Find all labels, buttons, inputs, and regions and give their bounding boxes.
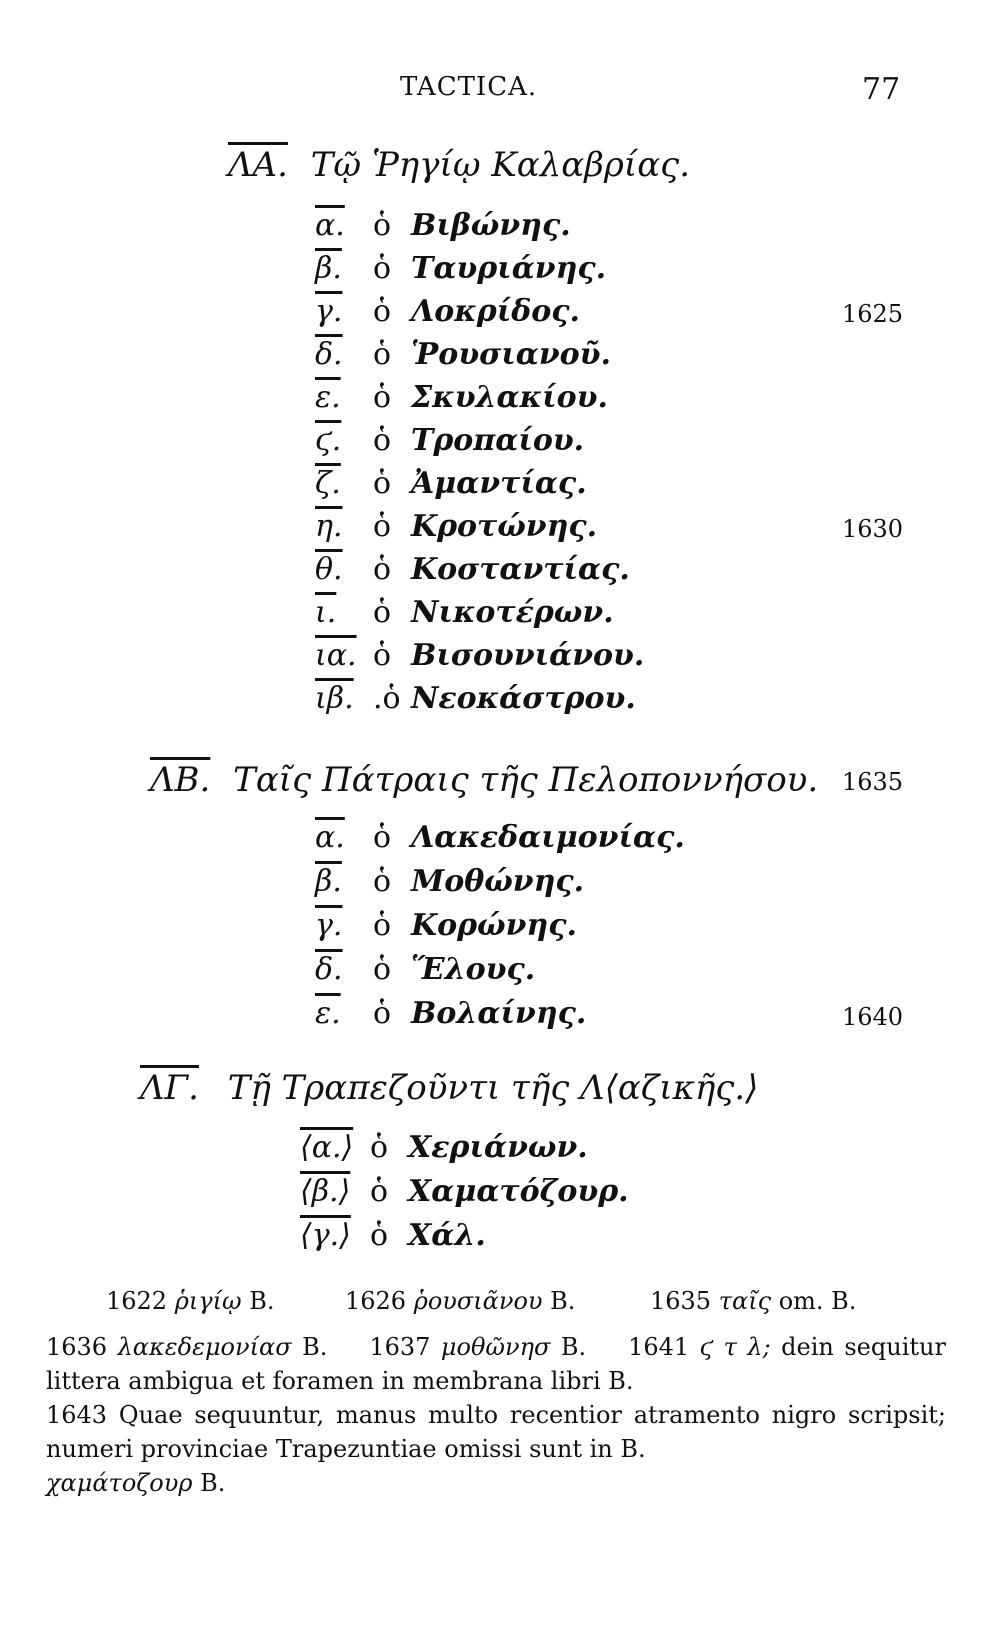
item-name: Χεριάνων. <box>408 1130 588 1165</box>
item-article: ὁ <box>373 294 392 329</box>
item-article: ὁ <box>373 638 392 673</box>
footnote-text: B. <box>550 1287 576 1315</box>
item-number: β. <box>315 251 342 286</box>
footnote-reading: ϛ τ λ; <box>699 1333 771 1361</box>
section-label: ΛΑ. <box>228 145 288 185</box>
running-header-title: TACTICA. <box>400 72 538 102</box>
item-number: θ. <box>315 552 343 587</box>
item-name: Λοκρίδος. <box>411 294 580 329</box>
item-article: ὁ <box>373 380 392 415</box>
item-article: ὁ <box>373 337 392 372</box>
item-name: Ἀμαντίας. <box>411 466 587 501</box>
item-article: ὁ <box>370 1130 389 1165</box>
footnote-text: B. <box>560 1333 587 1361</box>
line-number: 1640 <box>842 1003 904 1031</box>
list-item <box>315 595 614 630</box>
item-name: Μοθώνης. <box>411 864 585 899</box>
item-number: ⟨γ.⟩ <box>300 1218 351 1253</box>
item-number: ⟨α.⟩ <box>300 1130 354 1165</box>
footnote-reading: λακεδεμονίασ <box>117 1333 292 1361</box>
item-article: ὁ <box>373 864 392 899</box>
list-item <box>300 1174 629 1209</box>
item-article: ὁ <box>373 820 392 855</box>
item-name: Νικοτέρων. <box>411 595 614 630</box>
list-item <box>315 251 606 286</box>
footnote-line-ref: 1641 <box>628 1333 690 1361</box>
section-title: Τῇ Τραπεζοῦντι τῆς Λ⟨αζικῆς.⟩ <box>227 1068 759 1108</box>
item-article: ὁ <box>373 952 392 987</box>
item-article: ὁ <box>373 509 392 544</box>
section-title: Τῷ Ῥηγίῳ Καλαβρίας. <box>310 145 691 185</box>
section-heading <box>228 145 690 185</box>
footnote-line-ref: 1635 <box>650 1287 712 1315</box>
list-item <box>300 1130 588 1165</box>
page-number: 77 <box>862 72 901 107</box>
line-number: 1635 <box>842 768 904 796</box>
item-name: Λακεδαιμονίας. <box>411 820 685 855</box>
list-item <box>300 1218 486 1253</box>
footnote-reading: χαμάτοζουρ <box>46 1469 193 1497</box>
footnote-reading: ῥιγίῳ <box>174 1287 242 1315</box>
item-article: .ὁ <box>373 681 401 716</box>
footnote-paragraph: 1643 Quae sequuntur, manus multo recentior atramento nigro scripsit; numeri provinciae Trapezuntiae omissi sunt in B. <box>46 1401 946 1463</box>
item-article: ὁ <box>373 208 392 243</box>
item-number: ια. <box>315 638 357 673</box>
section-title: Ταῖς Πάτραις τῆς Πελοποννήσου. <box>233 760 819 800</box>
item-name: Κορώνης. <box>411 908 577 943</box>
list-item <box>315 908 577 943</box>
item-name: Νεοκάστρου. <box>411 681 636 716</box>
footnote-text: B. <box>200 1469 226 1497</box>
item-name: Σκυλακίου. <box>411 380 608 415</box>
footnote-paragraph <box>46 1330 946 1398</box>
list-item <box>315 294 580 329</box>
item-number: ιβ. <box>315 681 354 716</box>
footnote-reading: ῥουσιᾶνου <box>413 1287 543 1315</box>
item-number: ζ. <box>315 466 341 501</box>
item-name: Βισουνιάνου. <box>411 638 645 673</box>
footnote <box>650 1287 856 1315</box>
footnote-reading: μοθῶνησ <box>440 1333 551 1361</box>
line-number: 1625 <box>842 300 904 328</box>
list-item <box>315 820 685 855</box>
item-number: ι. <box>315 595 337 630</box>
item-name: Κροτώνης. <box>411 509 598 544</box>
footnote <box>345 1287 575 1315</box>
list-item <box>315 952 535 987</box>
item-article: ὁ <box>373 908 392 943</box>
item-number: η. <box>315 509 343 544</box>
line-number: 1630 <box>842 515 904 543</box>
footnote-text: B. <box>302 1333 328 1361</box>
item-number: ϛ. <box>315 423 342 458</box>
item-name: Βολαίνης. <box>411 996 587 1031</box>
list-item <box>315 638 644 673</box>
item-name: Χάλ. <box>408 1218 486 1253</box>
footnote-text: om. B. <box>778 1287 857 1315</box>
item-number: γ. <box>315 294 343 329</box>
item-name: Βιβώνης. <box>411 208 571 243</box>
item-article: ὁ <box>373 423 392 458</box>
list-item <box>315 681 636 716</box>
item-number: ε. <box>315 996 341 1031</box>
footnote <box>106 1287 274 1315</box>
item-name: Ἕλους. <box>411 952 536 987</box>
section-heading <box>150 760 818 800</box>
section-label: ΛΒ. <box>150 760 211 800</box>
item-number: ⟨β.⟩ <box>300 1174 351 1209</box>
footnote-text: B. <box>249 1287 275 1315</box>
footnote-reading: ταῖς <box>718 1287 772 1315</box>
footnote-line-ref: 1626 <box>345 1287 407 1315</box>
footnote-paragraph <box>46 1466 946 1500</box>
item-name: Χαματόζουρ. <box>408 1174 629 1209</box>
item-name: Ταυριάνης. <box>411 251 607 286</box>
list-item <box>315 337 611 372</box>
list-item <box>315 864 584 899</box>
item-number: γ. <box>315 908 343 943</box>
item-article: ὁ <box>370 1174 389 1209</box>
list-item <box>315 552 630 587</box>
item-article: ὁ <box>373 251 392 286</box>
list-item <box>315 509 597 544</box>
item-number: δ. <box>315 337 343 372</box>
item-number: β. <box>315 864 342 899</box>
footnote-text: dein sequitur littera ambigua et foramen in membrana libri B. <box>46 1333 946 1395</box>
item-article: ὁ <box>370 1218 389 1253</box>
list-item <box>315 466 587 501</box>
item-number: ε. <box>315 380 341 415</box>
item-number: α. <box>315 208 345 243</box>
item-name: Ῥουσιανοῦ. <box>411 337 611 372</box>
item-number: δ. <box>315 952 343 987</box>
list-item <box>315 423 584 458</box>
item-article: ὁ <box>373 552 392 587</box>
section-label: ΛΓ. <box>140 1068 199 1108</box>
list-item <box>315 208 571 243</box>
footnote-line-ref: 1622 <box>106 1287 168 1315</box>
list-item <box>315 380 608 415</box>
section-heading <box>140 1068 758 1108</box>
footnote-line-ref: 1637 <box>369 1333 431 1361</box>
item-name: Τροπαίου. <box>411 423 585 458</box>
item-name: Κοσταντίας. <box>411 552 630 587</box>
footnote-line-ref: 1636 <box>46 1333 108 1361</box>
item-number: α. <box>315 820 345 855</box>
item-article: ὁ <box>373 466 392 501</box>
item-article: ὁ <box>373 996 392 1031</box>
item-article: ὁ <box>373 595 392 630</box>
list-item <box>315 996 586 1031</box>
